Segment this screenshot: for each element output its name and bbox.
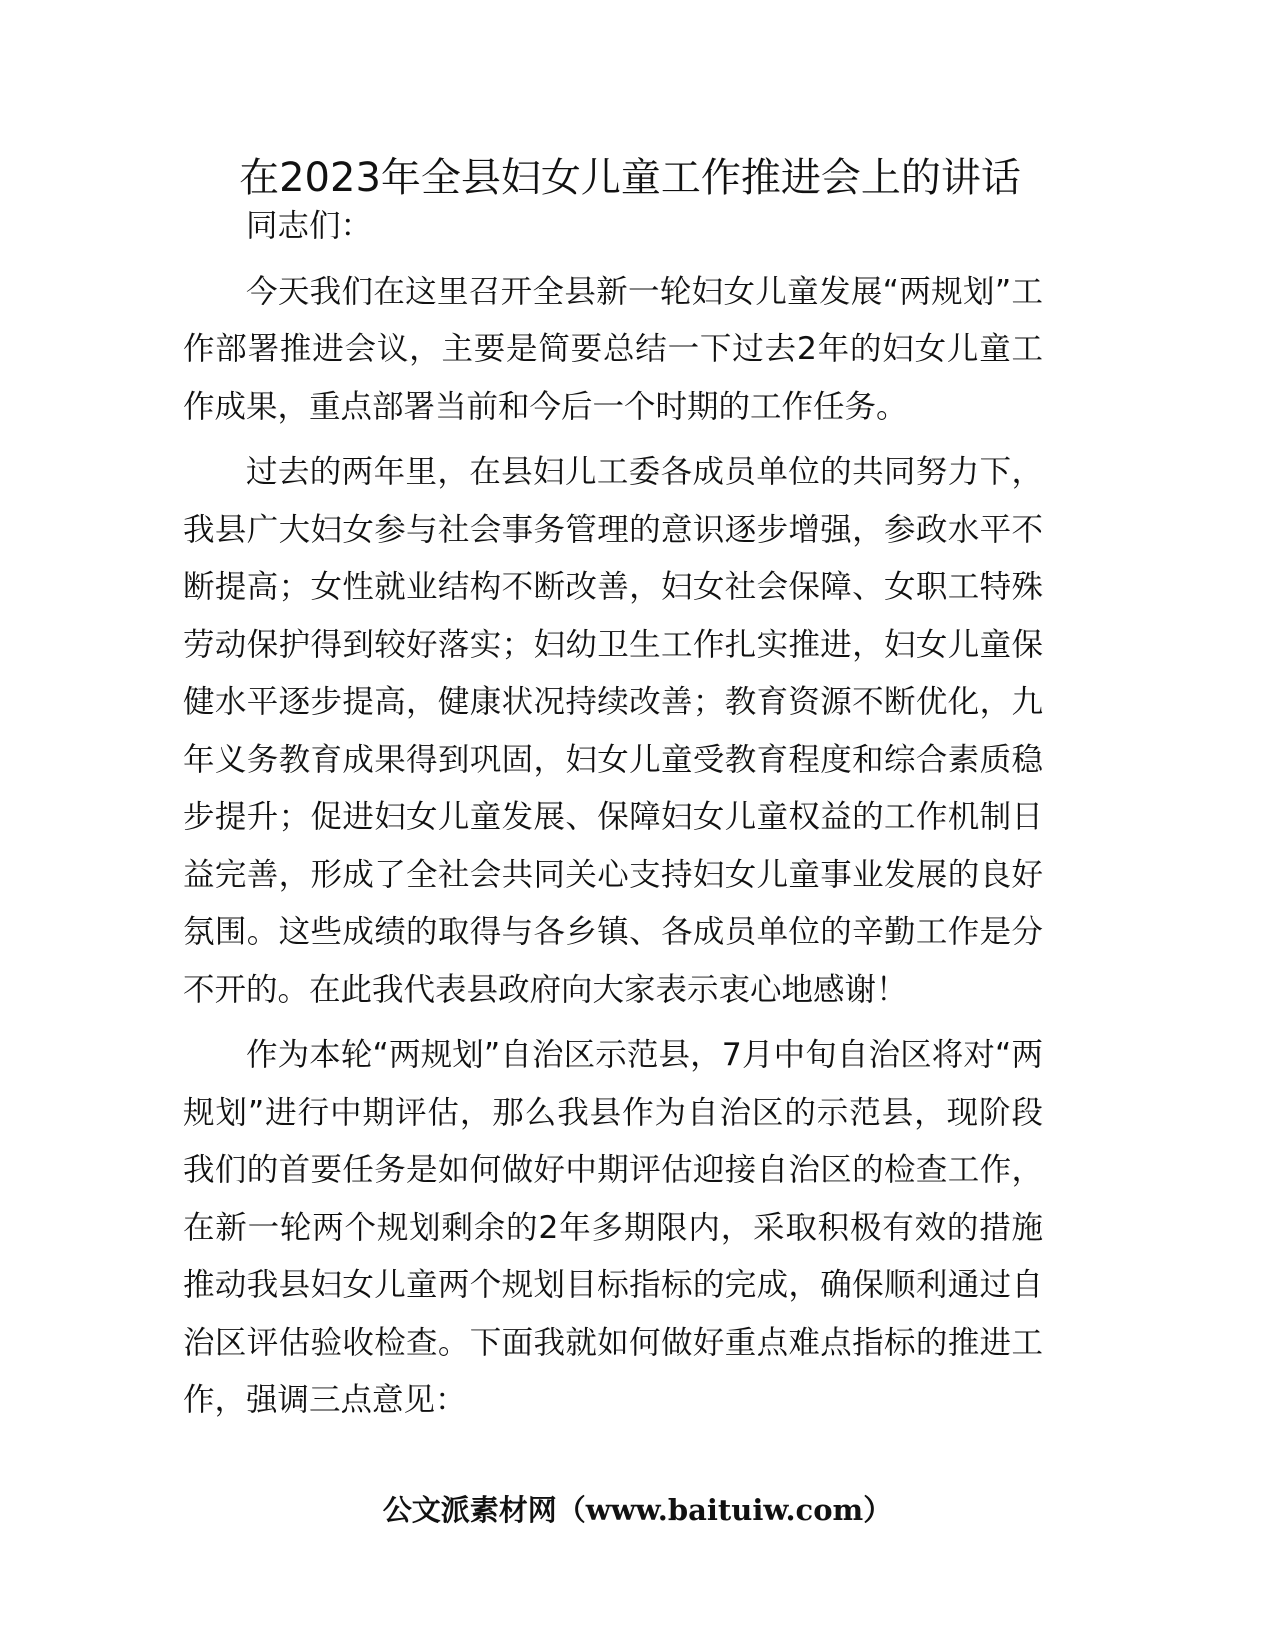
paragraph-opening: 今天我们在这里召开全县新一轮妇女儿童发展“两规划”工作部署推进会议，主要是简要总结一下过去2年的妇女儿童工作成果，重点部署当前和今后一个时期的工作任务。 [183, 273, 1043, 425]
paragraph-tasks: 作为本轮“两规划”自治区示范县，7月中旬自治区将对“两规划”进行中期评估，那么我县作为自治区的示范县，现阶段我们的首要任务是如何做好中期评估迎接自治区的检查工作，在新一轮两个规划剩余的2年多期限内，采取积极有效的措施推动我县妇女儿童两个规划目标指标的完成，确保顺利通过自治区评估验收检查。下面我就如何做好重点难点指标的推进工作，强调三点意见： [183, 1037, 1043, 1418]
paragraph-achievements: 过去的两年里，在县妇儿工委各成员单位的共同努力下，我县广大妇女参与社会事务管理的意识逐步增强，参政水平不断提高；女性就业结构不断改善，妇女社会保障、女职工特殊劳动保护得到较好落实；妇幼卫生工作扎实推进，妇女儿童保健水平逐步提高，健康状况持续改善；教育资源不断优化，九年义务教育成果得到巩固，妇女儿童受教育程度和综合素质稳步提升；促进妇女儿童发展、保障妇女儿童权益的工作机制日益完善，形成了全社会共同关心支持妇女儿童事业发展的良好氛围。这些成绩的取得与各乡镇、各成员单位的辛勤工作是分不开的。在此我代表县政府向大家表示衷心地感谢！ [183, 454, 1043, 1008]
document-body [183, 198, 1043, 1438]
document-title: 在2023年全县妇女儿童工作推进会上的讲话 [239, 155, 1021, 201]
footer-watermark: 公文派素材网（www.baituiw.com） [382, 1493, 893, 1527]
salutation: 同志们： [246, 208, 373, 244]
